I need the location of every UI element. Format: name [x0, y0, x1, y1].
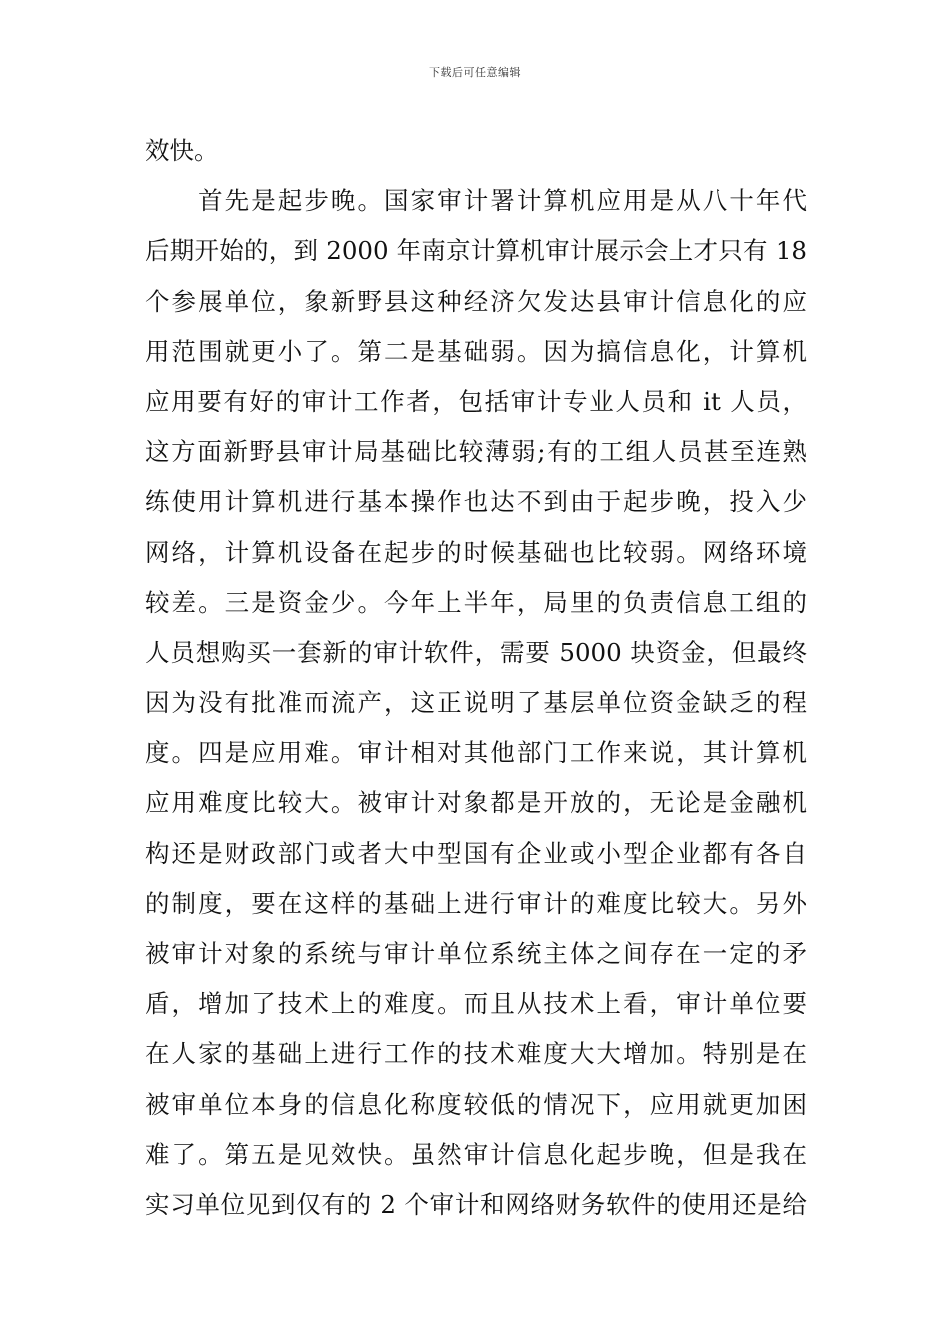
text-line: 被审单位本身的信息化称度较低的情况下，应用就更加困 [145, 1089, 807, 1119]
text-line: 因为没有批准而流产，这正说明了基层单位资金缺乏的程 [145, 688, 807, 718]
text-line: 实习单位见到仅有的 2 个审计和网络财务软件的使用还是给 [145, 1189, 807, 1219]
text-line: 较差。三是资金少。今年上半年，局里的负责信息工组的 [145, 587, 807, 617]
text-line: 用范围就更小了。第二是基础弱。因为搞信息化，计算机 [145, 336, 807, 366]
text-line: 构还是财政部门或者大中型国有企业或小型企业都有各自 [145, 838, 807, 868]
text-line: 应用要有好的审计工作者，包括审计专业人员和 it 人员， [145, 386, 807, 416]
text-line: 应用难度比较大。被审计对象都是开放的，无论是金融机 [145, 788, 807, 818]
text-line: 练使用计算机进行基本操作也达不到由于起步晚，投入少 [145, 487, 807, 517]
text-line: 难了。第五是见效快。虽然审计信息化起步晚，但是我在 [145, 1139, 807, 1169]
text-line: 网络，计算机设备在起步的时候基础也比较弱。网络环境 [145, 537, 807, 567]
text-line: 个参展单位，象新野县这种经济欠发达县审计信息化的应 [145, 286, 807, 316]
text-line: 盾，增加了技术上的难度。而且从技术上看，审计单位要 [145, 989, 807, 1019]
text-line: 被审计对象的系统与审计单位系统主体之间存在一定的矛 [145, 939, 807, 968]
document-body [145, 126, 807, 1230]
text-line: 效快。 [145, 136, 219, 165]
text-line: 的制度，要在这样的基础上进行审计的难度比较大。另外 [145, 888, 807, 918]
text-line: 这方面新野县审计局基础比较薄弱;有的工组人员甚至连熟 [145, 437, 807, 467]
text-line: 人员想购买一套新的审计软件，需要 5000 块资金，但最终 [145, 637, 807, 667]
text-line: 后期开始的，到 2000 年南京计算机审计展示会上才只有 18 [145, 236, 807, 266]
text-line: 首先是起步晚。国家审计署计算机应用是从八十年代 [145, 186, 807, 216]
page-header: 下载后可任意编辑 [429, 66, 521, 79]
text-line: 度。四是应用难。审计相对其他部门工作来说，其计算机 [145, 738, 807, 768]
text-line: 在人家的基础上进行工作的技术难度大大增加。特别是在 [145, 1039, 807, 1069]
